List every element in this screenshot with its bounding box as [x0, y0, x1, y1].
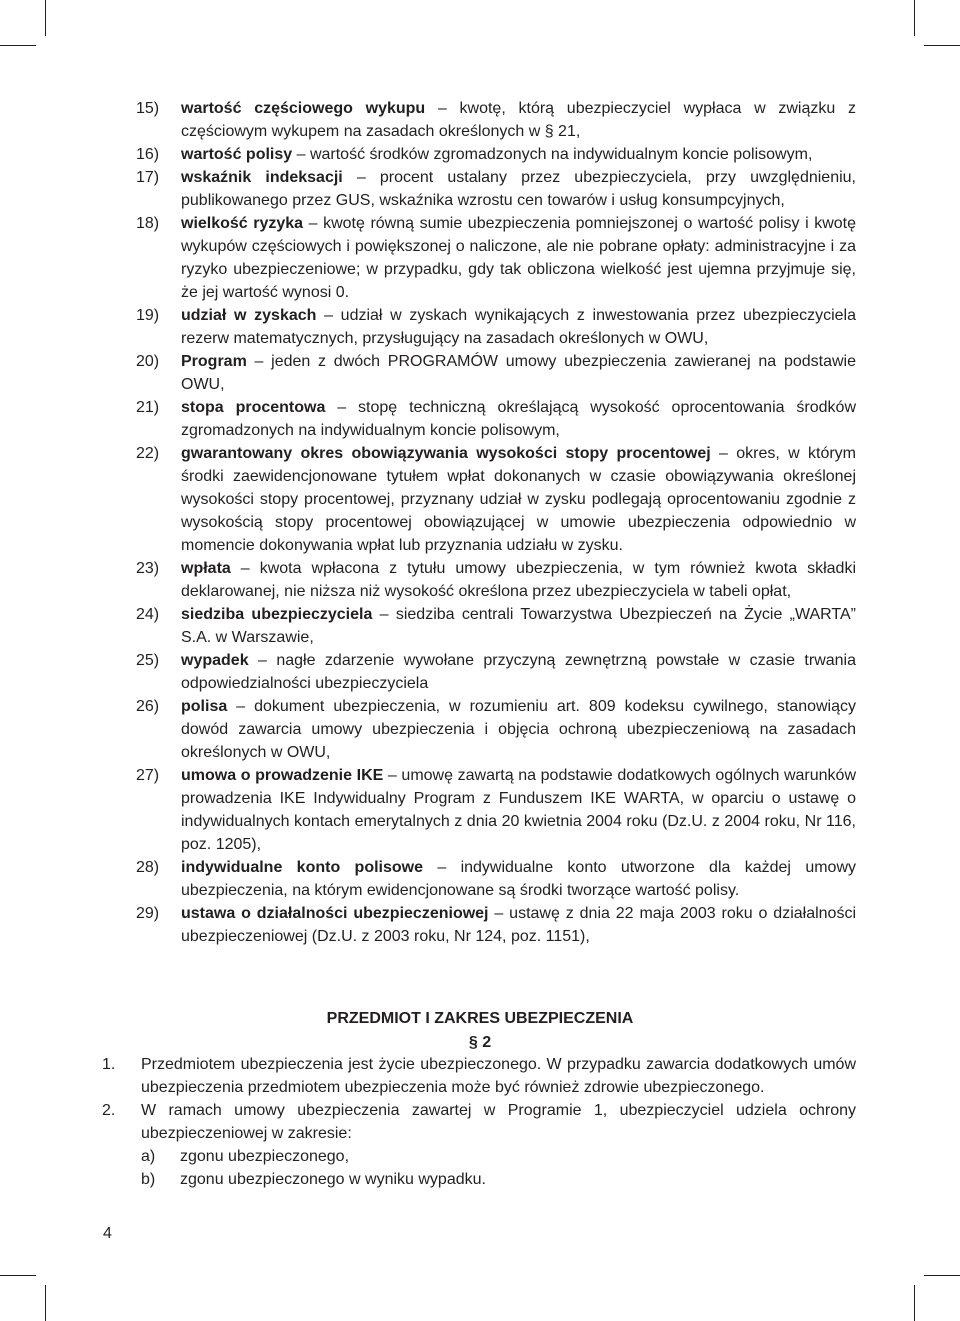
- paragraph-number: 2.: [102, 1102, 116, 1119]
- definition-number: 28): [136, 859, 160, 876]
- definition-number: 23): [136, 560, 160, 577]
- definition-text: – kwotę, którą ubezpieczyciel wypłaca w związku z częściowym wykupem na zasadach określonych w § 21,: [181, 100, 857, 140]
- definition-number: 26): [136, 698, 160, 715]
- definition-term: indywidualne konto polisowe: [181, 859, 424, 876]
- definition-term: wielkość ryzyka: [181, 215, 304, 232]
- definition-text: – nagłe zdarzenie wywołane przyczyną zewnętrzną powstałe w czasie trwania odpowiedzialności ubezpieczyciela: [181, 652, 856, 692]
- definition-text: – umowę zawartą na podstawie dodatkowych ogólnych warunków prowadzenia IKE Indywidualny Program z Funduszem IKE WARTA, w oparciu o ustawę o indywidualnych kontach emerytalnych z dnia 20 kwietnia 2004 roku (Dz.U. z 2004 roku, Nr 116, poz. 1205),: [181, 767, 857, 853]
- definition-text: – dokument ubezpieczenia, w rozumieniu art. 809 kodeksu cywilnego, stanowiący dowód zawarcia umowy ubezpieczenia i objęcia ochroną ubezpieczeniową na zasadach określonych w OWU,: [181, 698, 856, 761]
- crop-mark-bottom-right-v: [914, 1285, 915, 1321]
- subitem-text: zgonu ubezpieczonego w wyniku wypadku.: [180, 1171, 486, 1188]
- subitem: [102, 1145, 856, 1168]
- definitions-list: [136, 97, 856, 948]
- section-heading: PRZEDMIOT I ZAKRES UBEZPIECZENIA: [326, 1010, 634, 1027]
- crop-mark-top-left-h: [0, 45, 36, 46]
- definition-number: 27): [136, 767, 160, 784]
- subitem-text: zgonu ubezpieczonego,: [180, 1148, 350, 1165]
- definition-item: [136, 442, 856, 557]
- definition-term: stopa procentowa: [181, 399, 326, 416]
- definition-term: wpłata: [181, 560, 231, 577]
- definition-item: [136, 304, 856, 350]
- definition-text: – kwotę równą sumie ubezpieczenia pomniejszonej o wartość polisy i kwotę wykupów częściowych i powiększonej o naliczone, ale nie pobrane opłaty: administracyjne i za ryzyko ubezpieczeniowe; w przypadku, gdy tak obliczona wielkość jest ujemna przyjmuje się, że jej wartość wynosi 0.: [181, 215, 856, 301]
- paragraph-item: [102, 1099, 856, 1145]
- paragraph-text: W ramach umowy ubezpieczenia zawartej w Programie 1, ubezpieczyciel udziela ochrony ubezpieczeniowej w zakresie:: [141, 1102, 856, 1142]
- subitem-letter: b): [141, 1171, 156, 1188]
- subitem: [102, 1168, 856, 1191]
- definition-item: [136, 695, 856, 764]
- definition-text: – siedziba centrali Towarzystwa Ubezpieczeń na Życie „WARTA” S.A. w Warszawie,: [181, 606, 856, 646]
- definition-text: – wartość środków zgromadzonych na indywidualnym koncie polisowym,: [292, 146, 813, 163]
- page-number: 4: [103, 1225, 112, 1242]
- definition-term: wartość częściowego wykupu: [181, 100, 426, 117]
- definition-number: 24): [136, 606, 160, 623]
- definition-text: – stopę techniczną określającą wysokość oprocentowania środków zgromadzonych na indywidualnym koncie polisowym,: [181, 399, 856, 439]
- definition-number: 20): [136, 353, 160, 370]
- crop-mark-top-right-h: [924, 45, 960, 46]
- definition-text: – ustawę z dnia 22 maja 2003 roku o działalności ubezpieczeniowej (Dz.U. z 2003 roku, Nr 124, poz. 1151),: [181, 905, 857, 945]
- definition-number: 29): [136, 905, 160, 922]
- definition-term: udział w zyskach: [181, 307, 317, 324]
- definition-number: 15): [136, 100, 160, 117]
- definition-number: 17): [136, 169, 160, 186]
- definition-text: – procent ustalany przez ubezpieczyciela, przy uwzględnieniu, publikowanego przez GUS, wskaźnika wzrostu cen towarów i usług konsumpcyjnych,: [181, 169, 857, 209]
- definition-item: [136, 902, 856, 948]
- definition-item: [136, 603, 856, 649]
- definition-item: [136, 350, 856, 396]
- definition-number: 16): [136, 146, 160, 163]
- definition-item: [136, 143, 856, 166]
- definition-term: Program: [181, 353, 247, 370]
- definition-item: [136, 166, 856, 212]
- section-paragraph-mark: § 2: [468, 1034, 492, 1051]
- definition-text: – kwota wpłacona z tytułu umowy ubezpieczenia, w tym również kwota składki deklarowanej, nie niższa niż wysokość określona przez ubezpieczyciela w tabeli opłat,: [181, 560, 856, 600]
- definition-item: [136, 212, 856, 304]
- definition-text: – jeden z dwóch PROGRAMÓW umowy ubezpieczenia zawieranej na podstawie OWU,: [181, 353, 856, 393]
- paragraph-number: 1.: [102, 1056, 116, 1073]
- crop-mark-bottom-left-h: [0, 1275, 36, 1276]
- definition-term: wskaźnik indeksacji: [181, 169, 343, 186]
- definition-term: gwarantowany okres obowiązywania wysokości stopy procentowej: [181, 445, 711, 462]
- definition-term: wartość polisy: [181, 146, 293, 163]
- crop-mark-bottom-left-v: [45, 1285, 46, 1321]
- crop-mark-bottom-right-h: [924, 1275, 960, 1276]
- definition-item: [136, 557, 856, 603]
- subitem-letter: a): [141, 1148, 156, 1165]
- definition-item: [136, 649, 856, 695]
- definition-number: 22): [136, 445, 160, 462]
- definition-item: [136, 764, 856, 856]
- definition-item: [136, 97, 856, 143]
- definition-text: – okres, w którym środki zaewidencjonowane tytułem wpłat dokonanych w czasie obowiązywania określonej wysokości stopy procentowej, przyznany udział w zysku podlegają oprocentowaniu zgodnie z wysokością stopy procentowej obowiązującej w umowie ubezpieczenia odpowiednio w momencie dokonywania wpłat lub przyznania udziału w zysku.: [181, 445, 857, 554]
- crop-mark-top-right-v: [914, 0, 915, 36]
- section-paragraphs: [102, 1053, 856, 1191]
- definition-text: – udział w zyskach wynikających z inwestowania przez ubezpieczyciela rezerw matematycznych, przysługujący na zasadach określonych w OWU,: [181, 307, 857, 347]
- definition-term: wypadek: [181, 652, 249, 669]
- definition-item: [136, 856, 856, 902]
- definition-item: [136, 396, 856, 442]
- definition-term: umowa o prowadzenie IKE: [181, 767, 384, 784]
- definition-text: – indywidualne konto utworzone dla każdej umowy ubezpieczenia, na którym ewidencjonowane są środki tworzące wartość polisy.: [181, 859, 857, 899]
- definition-number: 21): [136, 399, 160, 416]
- paragraph-item: [102, 1053, 856, 1099]
- paragraph-text: Przedmiotem ubezpieczenia jest życie ubezpieczonego. W przypadku zawarcia dodatkowych umów ubezpieczenia przedmiotem ubezpieczenia może być również zdrowie ubezpieczonego.: [141, 1056, 856, 1096]
- definition-term: ustawa o działalności ubezpieczeniowej: [181, 905, 489, 922]
- crop-mark-top-left-v: [45, 0, 46, 36]
- definition-number: 19): [136, 307, 160, 324]
- definition-number: 25): [136, 652, 160, 669]
- definition-number: 18): [136, 215, 160, 232]
- definition-term: polisa: [181, 698, 228, 715]
- definition-term: siedziba ubezpieczyciela: [181, 606, 373, 623]
